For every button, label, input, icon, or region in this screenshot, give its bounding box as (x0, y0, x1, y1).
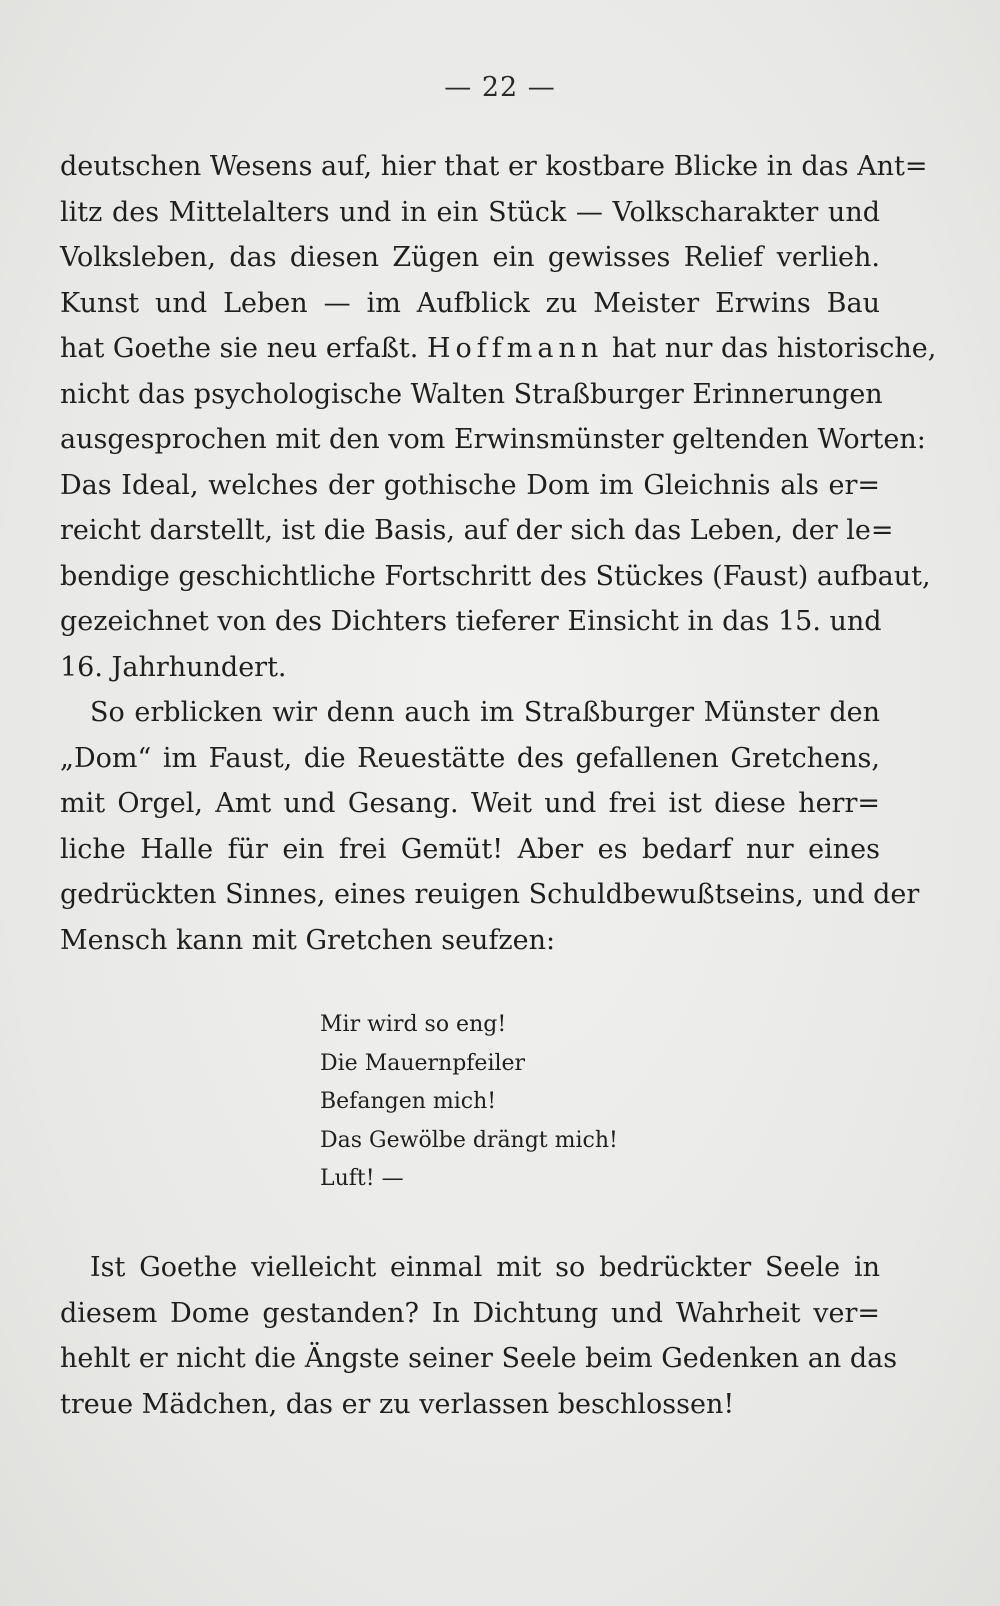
paragraph-1 (60, 144, 937, 963)
text-line: Mensch kann mit Gretchen seufzen: (60, 924, 556, 956)
poem-line: Befangen mich! (320, 1089, 497, 1114)
text-line: deutschen Wesens auf, hier that er kostbare Blicke in das Ant= (60, 151, 928, 182)
text-line: reicht darstellt, ist die Basis, auf der sich das Leben, der le= (60, 515, 894, 546)
poem-line: Mir wird so eng! (320, 1012, 507, 1037)
text-fragment: hat nur das historische, (611, 333, 937, 364)
text-line: mit Orgel, Amt und Gesang. Weit und frei ist diese herr= (60, 788, 880, 819)
text-line (60, 326, 937, 372)
text-line: gezeichnet von des Dichters tieferer Einsicht in das 15. und (60, 606, 882, 637)
text-line: 16. Jahrhundert. (60, 651, 287, 683)
text-line: „Dom“ im Faust, die Reuestätte des gefallenen Gretchens, (60, 742, 880, 774)
paragraph-3 (60, 1245, 898, 1427)
poem-line: Luft! — (320, 1166, 404, 1191)
text-line: gedrückten Sinnes, eines reuigen Schuldbewußtseins, und der (60, 879, 920, 910)
text-fragment: hat Goethe sie neu erfaßt. (60, 333, 419, 364)
emphasized-name: Hoffmann (426, 333, 604, 364)
page-number: — 22 — (444, 72, 556, 103)
text-line: ausgesprochen mit den vom Erwinsmünster geltenden Worten: (60, 424, 926, 455)
text-line: Das Ideal, welches der gothische Dom im Gleichnis als er= (60, 469, 880, 501)
text-line: diesem Dome gestanden? In Dichtung und Wahrheit ver= (60, 1297, 880, 1329)
text-line: Ist Goethe vielleicht einmal mit so bedrückter Seele in (90, 1252, 880, 1283)
text-line: Kunst und Leben — im Aufblick zu Meister Erwins Bau (60, 287, 880, 319)
poem-line: Das Gewölbe drängt mich! (320, 1127, 618, 1153)
text-line: hehlt er nicht die Ängste seiner Seele beim Gedenken an das (60, 1343, 898, 1374)
text-line: liche Halle für ein frei Gemüt! Aber es bedarf nur eines (60, 833, 880, 865)
text-line: nicht das psychologische Walten Straßburger Erinnerungen (60, 378, 883, 410)
poem-line: Die Mauernpfeiler (320, 1050, 526, 1076)
text-line: litz des Mittelalters und in ein Stück — Volkscharakter und (60, 196, 880, 228)
text-line: bendige geschichtliche Fortschritt des Stückes (Faust) aufbaut, (60, 560, 931, 592)
text-line: Volksleben, das diesen Zügen ein gewisses Relief verlieh. (60, 242, 880, 273)
text-line: So erblicken wir denn auch im Straßburger Münster den (90, 697, 880, 728)
text-line: treue Mädchen, das er zu verlassen beschlossen! (60, 1388, 735, 1420)
poem-quote (320, 1006, 618, 1199)
